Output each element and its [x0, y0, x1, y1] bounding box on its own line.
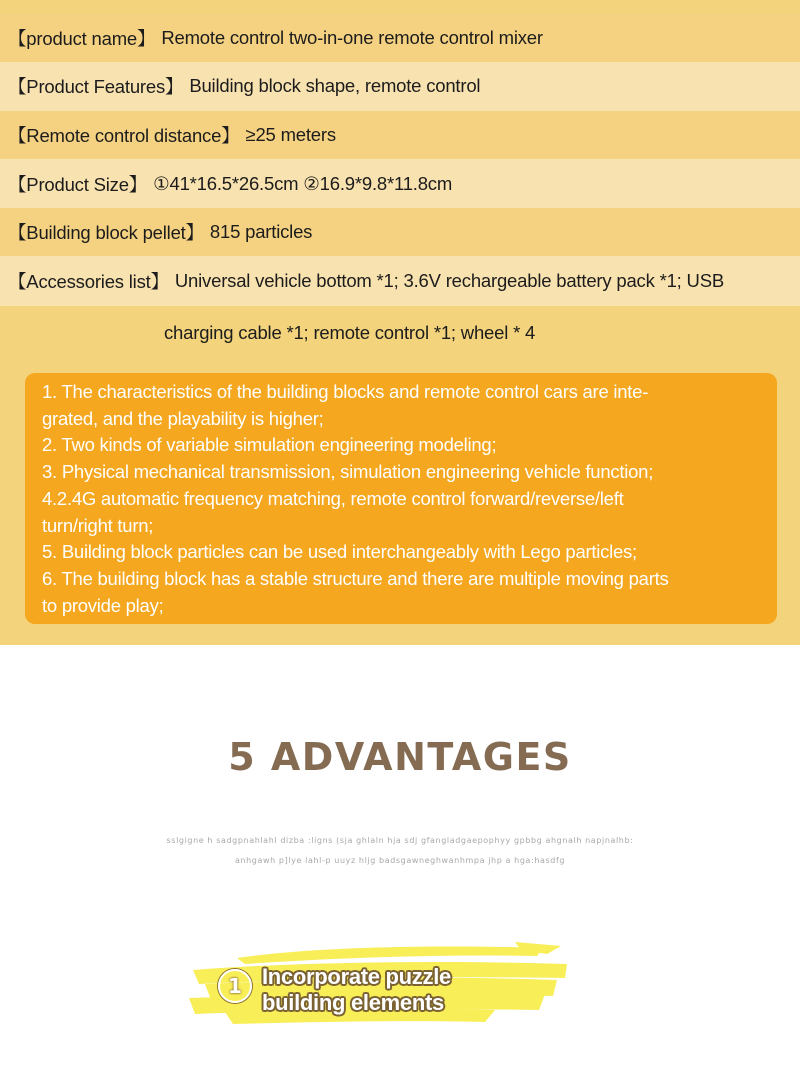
- advantages-title: 5 ADVANTAGES: [228, 735, 572, 779]
- spec-label: 【Product Size】: [8, 174, 148, 195]
- feature-line: 6. The building block has a stable structure and there are multiple moving parts: [42, 567, 669, 589]
- feature-box: [25, 373, 777, 624]
- spec-label: 【product name】: [8, 28, 156, 49]
- feature-line: to provide play;: [42, 594, 164, 616]
- feature-line: turn/right turn;: [42, 514, 154, 536]
- feature-line: 4.2.4G automatic frequency matching, remote control forward/reverse/left: [42, 487, 624, 509]
- feature-line: 5. Building block particles can be used interchangeably with Lego particles;: [42, 541, 637, 563]
- decorative-text-line: anhgawh p]lye lahl-p uuyz hljg badsgawneghwanhmpa jhp a hga:hasdfg: [234, 856, 566, 865]
- spec-row-size: [0, 160, 800, 209]
- spec-label: 【Product Features】: [8, 76, 184, 97]
- feature-line: 1. The characteristics of the building blocks and remote control cars are inte-: [42, 381, 649, 402]
- feature-line: 2. Two kinds of variable simulation engineering modeling;: [42, 434, 497, 456]
- advantage-line: Incorporate puzzle: [262, 964, 451, 989]
- circled-number: 1: [218, 969, 252, 1003]
- spec-row-pellet: [0, 208, 800, 257]
- advantage-label: [262, 964, 451, 1016]
- spec-value: ①41*16.5*26.5cm ②16.9*9.8*11.8cm: [153, 173, 453, 194]
- feature-line: 3. Physical mechanical transmission, simulation engineering vehicle function;: [42, 461, 654, 483]
- spec-row-distance: [0, 111, 800, 160]
- feature-line: grated, and the playability is higher;: [42, 407, 324, 429]
- spec-value: Building block shape, remote control: [189, 75, 481, 96]
- advantage-item-1: [218, 964, 451, 1016]
- spec-value: ≥25 meters: [245, 124, 336, 145]
- spec-row-accessories: [0, 257, 800, 306]
- spec-value: Universal vehicle bottom *1; 3.6V rechargeable battery pack *1; USB: [174, 270, 724, 291]
- decorative-text-line: sslgigne h sadgpnahlahl dizba :ligns (sja ghlaln hja sdj gfangladgaepophyy gpbbg ahgnalh napjnalhb:: [166, 836, 634, 845]
- advantage-line: building elements: [262, 990, 444, 1015]
- spec-value: Remote control two-in-one remote control mixer: [161, 27, 543, 48]
- spec-row-product-name: [0, 14, 800, 63]
- spec-row-features: [0, 62, 800, 111]
- spec-label: 【Accessories list】: [8, 271, 169, 292]
- spec-label: 【Building block pellet】: [8, 222, 204, 243]
- spec-label: 【Remote control distance】: [8, 125, 240, 146]
- accessories-continued: charging cable *1; remote control *1; wheel * 4: [164, 322, 536, 343]
- spec-value: 815 particles: [209, 221, 313, 242]
